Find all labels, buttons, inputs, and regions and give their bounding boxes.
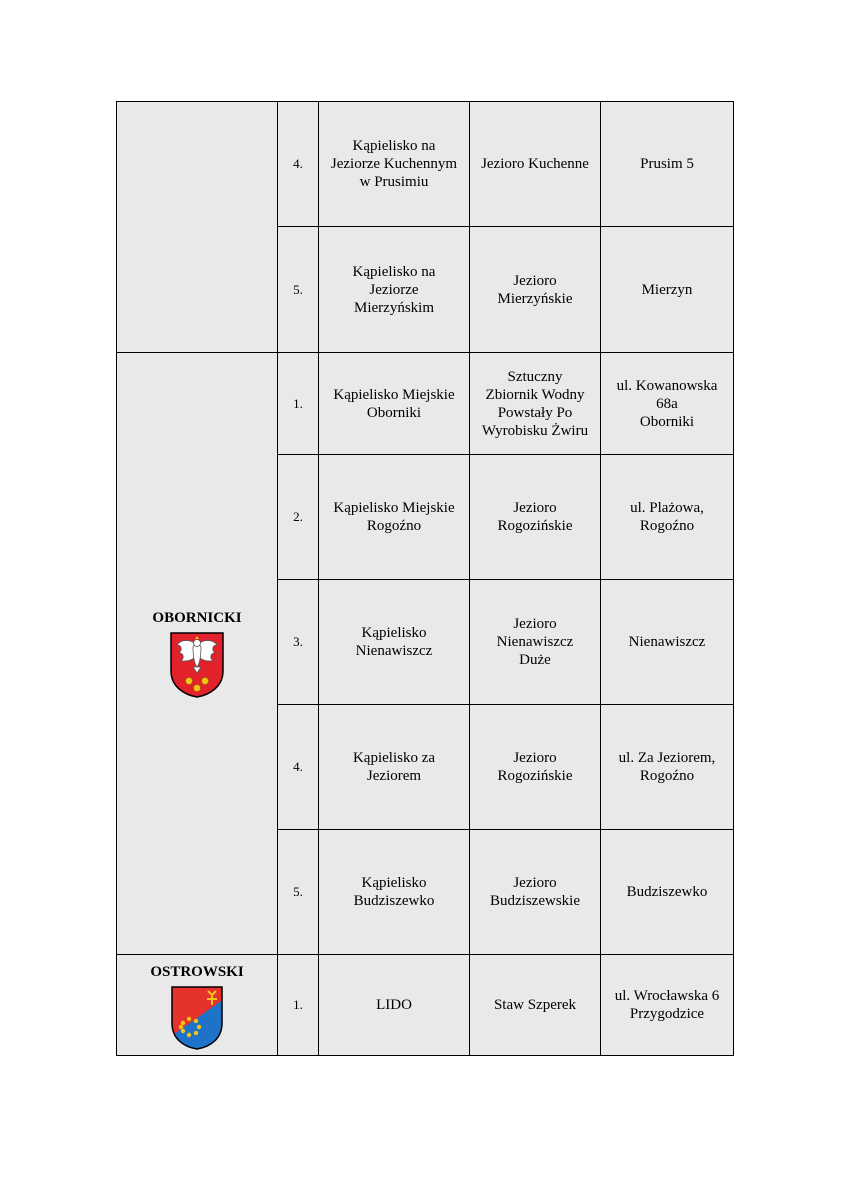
water-body: Sztuczny Zbiornik Wodny Powstały Po Wyrobisku Żwiru [470, 353, 601, 455]
address: ul. Plażowa, Rogoźno [601, 455, 734, 580]
bathing-site-name: Kąpielisko na Jeziorze Kuchennym w Prusimiu [319, 102, 470, 227]
address: Mierzyn [601, 227, 734, 353]
table-row [117, 102, 734, 227]
water-body: Jezioro Budziszewskie [470, 830, 601, 955]
bathing-site-name: Kąpielisko Budziszewko [319, 830, 470, 955]
bathing-site-name: Kąpielisko za Jeziorem [319, 705, 470, 830]
address: ul. Za Jeziorem, Rogoźno [601, 705, 734, 830]
bathing-site-name: Kąpielisko Miejskie Oborniki [319, 353, 470, 455]
table-row [117, 955, 734, 1056]
address: ul. Wrocławska 6 Przygodzice [601, 955, 734, 1056]
water-body: Staw Szperek [470, 955, 601, 1056]
bathing-site-name: Kąpielisko Nienawiszcz [319, 580, 470, 705]
row-number: 4. [278, 102, 319, 227]
water-body: Jezioro Nienawiszcz Duże [470, 580, 601, 705]
water-body: Jezioro Kuchenne [470, 102, 601, 227]
county-name: OBORNICKI [152, 609, 242, 626]
county-cell-empty [117, 102, 278, 353]
water-body: Jezioro Mierzyńskie [470, 227, 601, 353]
ostrow-crest-icon [170, 985, 224, 1051]
row-number: 3. [278, 580, 319, 705]
address: Prusim 5 [601, 102, 734, 227]
row-number: 4. [278, 705, 319, 830]
bathing-sites-table [116, 101, 734, 1056]
address: Nienawiszcz [601, 580, 734, 705]
water-body: Jezioro Rogozińskie [470, 705, 601, 830]
address: ul. Kowanowska 68a Oborniki [601, 353, 734, 455]
water-body: Jezioro Rogozińskie [470, 455, 601, 580]
row-number: 5. [278, 227, 319, 353]
county-name: OSTROWSKI [150, 964, 244, 980]
row-number: 5. [278, 830, 319, 955]
county-cell-ostrowski [117, 955, 278, 1056]
bathing-site-name: Kąpielisko Miejskie Rogoźno [319, 455, 470, 580]
oborniki-eagle-crest-icon [169, 631, 225, 699]
address: Budziszewko [601, 830, 734, 955]
table-row [117, 353, 734, 455]
bathing-site-name: Kąpielisko na Jeziorze Mierzyńskim [319, 227, 470, 353]
county-cell-oborniki [117, 353, 278, 955]
bathing-site-name: LIDO [319, 955, 470, 1056]
row-number: 2. [278, 455, 319, 580]
row-number: 1. [278, 353, 319, 455]
row-number: 1. [278, 955, 319, 1056]
